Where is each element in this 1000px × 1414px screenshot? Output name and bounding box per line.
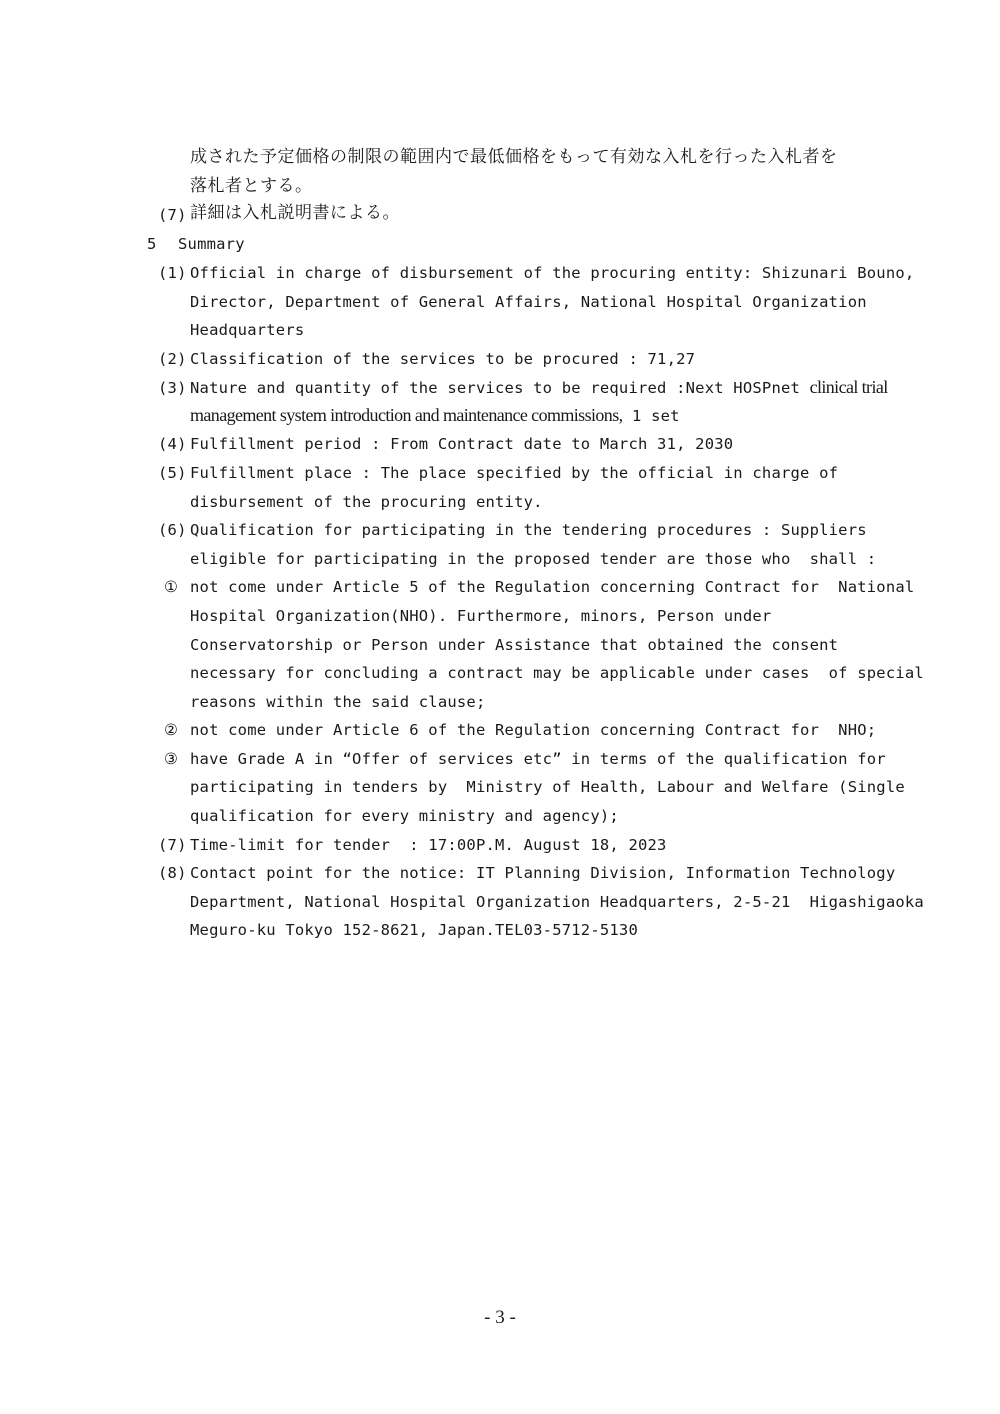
nature-line-1: [190, 377, 888, 398]
condition-1-line-3: Conservatorship or Person under Assistance that obtained the consent: [190, 636, 839, 654]
item-number: (7): [158, 206, 187, 224]
circled-number: ③: [164, 750, 179, 768]
condition-1-line-1: not come under Article 5 of the Regulation concerning Contract for National: [190, 578, 915, 596]
condition-3-line-1: have Grade A in “Offer of services etc” in terms of the qualification for: [190, 750, 886, 768]
condition-3-line-3: qualification for every ministry and agency);: [190, 807, 619, 825]
summary-line-3: Headquarters: [190, 321, 305, 339]
summary-line-2: Director, Department of General Affairs, National Hospital Organization: [190, 293, 867, 311]
nature-line-2: [190, 405, 680, 426]
contact-line-2: Department, National Hospital Organization Headquarters, 2-5-21 Higashigaoka: [190, 893, 924, 911]
nature-text-serif-2: management system introduction and maintenance commissions,: [190, 405, 623, 425]
fulfillment-place-line-2: disbursement of the procuring entity.: [190, 493, 543, 511]
item-number: (6): [158, 521, 187, 539]
time-limit-line: Time-limit for tender : 17:00P.M. August 18, 2023: [190, 836, 667, 854]
condition-1-line-4: necessary for concluding a contract may be applicable under cases of special: [190, 664, 924, 682]
section-heading: Summary: [178, 235, 245, 253]
classification-line: Classification of the services to be procured : 71,27: [190, 350, 696, 368]
nature-text-mono: Nature and quantity of the services to be required :Next HOSPnet: [190, 379, 810, 397]
qualification-line-2: eligible for participating in the proposed tender are those who shall :: [190, 550, 877, 568]
item-number: (2): [158, 350, 187, 368]
fulfillment-place-line-1: Fulfillment place : The place specified by the official in charge of: [190, 464, 839, 482]
circled-number: ①: [164, 578, 179, 596]
circled-number: ②: [164, 721, 179, 739]
jp-text-line-1: 成された予定価格の制限の範囲内で最低価格をもって有効な入札を行った入札者を: [190, 147, 838, 167]
jp-text-line-2: 落札者とする。: [190, 176, 313, 196]
fulfillment-period-line: Fulfillment period : From Contract date to March 31, 2030: [190, 435, 734, 453]
item-number: (7): [158, 836, 187, 854]
contact-line-1: Contact point for the notice: IT Planning Division, Information Technology: [190, 864, 896, 882]
item-number: (3): [158, 379, 187, 397]
nature-text-serif: clinical trial: [809, 377, 888, 397]
condition-1-line-2: Hospital Organization(NHO). Furthermore, minors, Person under: [190, 607, 772, 625]
jp-text-line-3: 詳細は入札説明書による。: [190, 203, 400, 223]
item-number: (8): [158, 864, 187, 882]
summary-line-1: Official in charge of disbursement of the procuring entity: Shizunari Bouno,: [190, 264, 915, 282]
nature-quantity: 1 set: [622, 407, 680, 425]
condition-2-line: not come under Article 6 of the Regulation concerning Contract for NHO;: [190, 721, 877, 739]
page-number: - 3 -: [484, 1307, 516, 1328]
condition-1-line-5: reasons within the said clause;: [190, 693, 486, 711]
qualification-line-1: Qualification for participating in the tendering procedures : Suppliers: [190, 521, 867, 539]
item-number: (5): [158, 464, 187, 482]
section-number: 5: [147, 235, 157, 253]
contact-line-3: Meguro-ku Tokyo 152-8621, Japan.TEL03-5712-5130: [190, 921, 638, 939]
item-number: (4): [158, 435, 187, 453]
condition-3-line-2: participating in tenders by Ministry of Health, Labour and Welfare (Single: [190, 778, 905, 796]
item-number: (1): [158, 264, 187, 282]
